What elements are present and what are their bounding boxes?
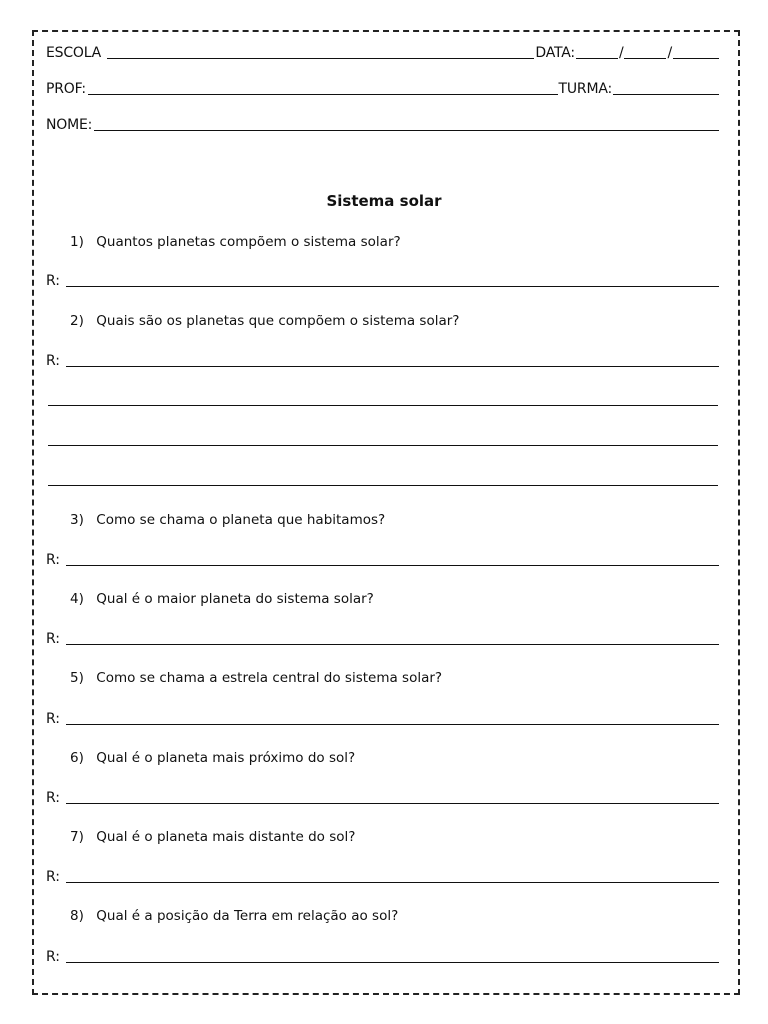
- answer-prefix: R:: [46, 869, 61, 885]
- question-text: Como se chama o planeta que habitamos?: [96, 512, 386, 528]
- question-8: [70, 908, 398, 924]
- question-number: 6): [70, 750, 84, 766]
- question-number: 2): [70, 313, 84, 329]
- turma-label: TURMA:: [558, 81, 612, 97]
- answer-3-row: [46, 551, 720, 568]
- answer-1-field[interactable]: [66, 272, 719, 287]
- answer-6-field[interactable]: [66, 789, 719, 804]
- question-text: Qual é a posição da Terra em relação ao sol?: [96, 908, 399, 924]
- answer-5-field[interactable]: [66, 710, 719, 725]
- question-text: Qual é o maior planeta do sistema solar?: [96, 591, 374, 607]
- answer-8-field[interactable]: [66, 948, 719, 963]
- question-text: Qual é o planeta mais distante do sol?: [96, 829, 356, 845]
- nome-row: [46, 116, 720, 133]
- prof-label: PROF:: [46, 81, 86, 97]
- escola-label: ESCOLA: [46, 45, 102, 61]
- question-5: [70, 670, 442, 686]
- answer-prefix: R:: [46, 353, 61, 369]
- question-text: Qual é o planeta mais próximo do sol?: [96, 750, 356, 766]
- question-2: [70, 313, 459, 329]
- answer-prefix: R:: [46, 631, 61, 647]
- answer-5-row: [46, 710, 720, 727]
- date-separator: /: [618, 45, 624, 61]
- answer-4-row: [46, 630, 720, 647]
- date-day-field[interactable]: [576, 44, 618, 59]
- escola-row: [46, 44, 720, 61]
- answer-2-field[interactable]: [66, 352, 719, 367]
- answer-2-extra-line[interactable]: [48, 445, 718, 446]
- date-year-field[interactable]: [673, 44, 719, 59]
- question-text: Como se chama a estrela central do sistema solar?: [96, 670, 443, 686]
- question-number: 7): [70, 829, 84, 845]
- answer-7-field[interactable]: [66, 868, 719, 883]
- answer-prefix: R:: [46, 790, 61, 806]
- answer-prefix: R:: [46, 273, 61, 289]
- question-3: [70, 512, 385, 528]
- question-6: [70, 750, 355, 766]
- question-4: [70, 591, 374, 607]
- answer-2-row: [46, 352, 720, 369]
- answer-4-field[interactable]: [66, 630, 719, 645]
- answer-7-row: [46, 868, 720, 885]
- answer-6-row: [46, 789, 720, 806]
- prof-row: [46, 80, 720, 97]
- prof-field[interactable]: [88, 80, 558, 95]
- question-text: Quantos planetas compõem o sistema solar?: [96, 234, 401, 250]
- data-label: DATA:: [535, 45, 575, 61]
- worksheet-title: Sistema solar: [326, 192, 442, 210]
- question-1: [70, 234, 401, 250]
- question-number: 5): [70, 670, 84, 686]
- escola-field[interactable]: [107, 44, 534, 59]
- answer-3-field[interactable]: [66, 551, 719, 566]
- answer-2-extra-line[interactable]: [48, 485, 718, 486]
- answer-1-row: [46, 272, 720, 289]
- answer-prefix: R:: [46, 711, 61, 727]
- date-month-field[interactable]: [624, 44, 666, 59]
- answer-prefix: R:: [46, 949, 61, 965]
- question-number: 8): [70, 908, 84, 924]
- question-text: Quais são os planetas que compõem o sistema solar?: [96, 313, 460, 329]
- question-number: 4): [70, 591, 84, 607]
- question-number: 3): [70, 512, 84, 528]
- nome-label: NOME:: [46, 117, 93, 133]
- question-number: 1): [70, 234, 84, 250]
- date-separator: /: [667, 45, 672, 61]
- turma-field[interactable]: [613, 80, 719, 95]
- answer-prefix: R:: [46, 552, 61, 568]
- nome-field[interactable]: [94, 116, 719, 131]
- question-7: [70, 829, 355, 845]
- answer-2-extra-line[interactable]: [48, 405, 718, 406]
- answer-8-row: [46, 948, 720, 965]
